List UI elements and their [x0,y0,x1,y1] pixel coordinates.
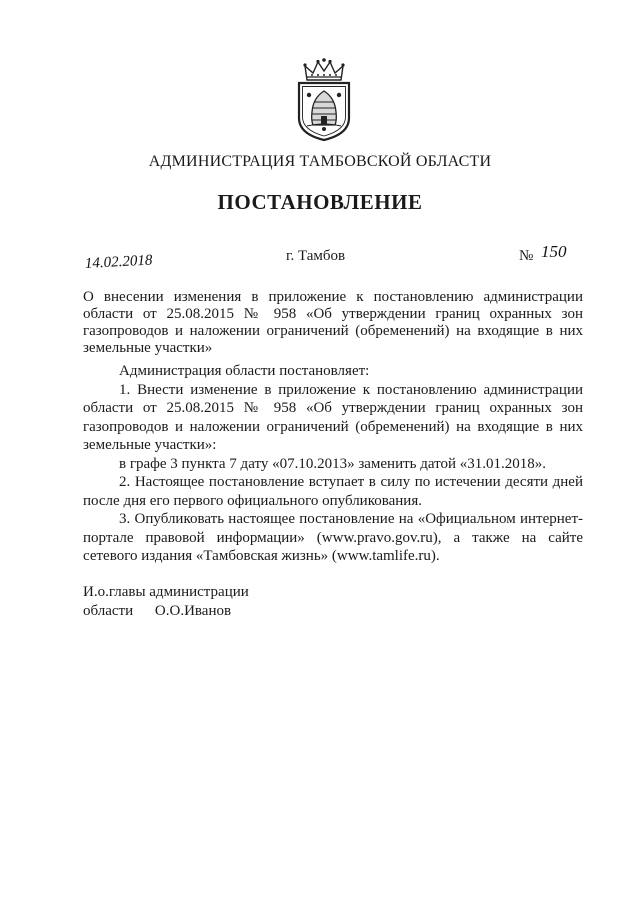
document-date: 14.02.2018 [84,252,153,272]
signatory-name: О.О.Иванов [154,603,232,619]
body-paragraph-2: 2. Настоящее постановление вступает в силу по истечении десяти дней после дня его первого официального опубликования. [83,474,583,509]
document-subject: О внесении изменения в приложение к постановлению администрации области от 25.08.2015 № 958 «Об утверждении границ охранных зон газопроводов и наложении ограничений (обременений) на входящие в них земельные участки» [83,289,583,356]
body-intro: Администрация области постановляет: [119,363,370,379]
body-paragraph-1-detail: в графе 3 пункта 7 дату «07.10.2013» заменить датой «31.01.2018». [119,455,547,472]
signature-block [83,583,249,621]
coat-of-arms-icon [293,58,355,142]
body-paragraph-1: 1. Внести изменение в приложение к постановлению администрации области от 25.08.2015 № 958 «Об утверждении границ охранных зон газопроводов и наложении ограничений (обременений) на входящие в них земельные участки»: [83,381,583,453]
issuing-authority: АДМИНИСТРАЦИЯ ТАМБОВСКОЙ ОБЛАСТИ [148,153,492,170]
document-type-title: ПОСТАНОВЛЕНИЕ [217,190,423,214]
document-number: 150 [541,242,567,261]
signatory-title-line-2: области [83,603,134,619]
signatory-row [83,602,249,621]
document-body [83,362,583,566]
document-city: г. Тамбов [286,248,346,264]
document-number-label: № [519,248,534,264]
signatory-title-line-1: И.о.главы администрации [83,584,249,600]
body-paragraph-3: 3. Опубликовать настоящее постановление на «Официальном интернет-портале правовой информации» (www.pravo.gov.ru), а также на сайте сетевого издания «Тамбовская жизнь» (www.tamlife.ru). [83,511,583,564]
